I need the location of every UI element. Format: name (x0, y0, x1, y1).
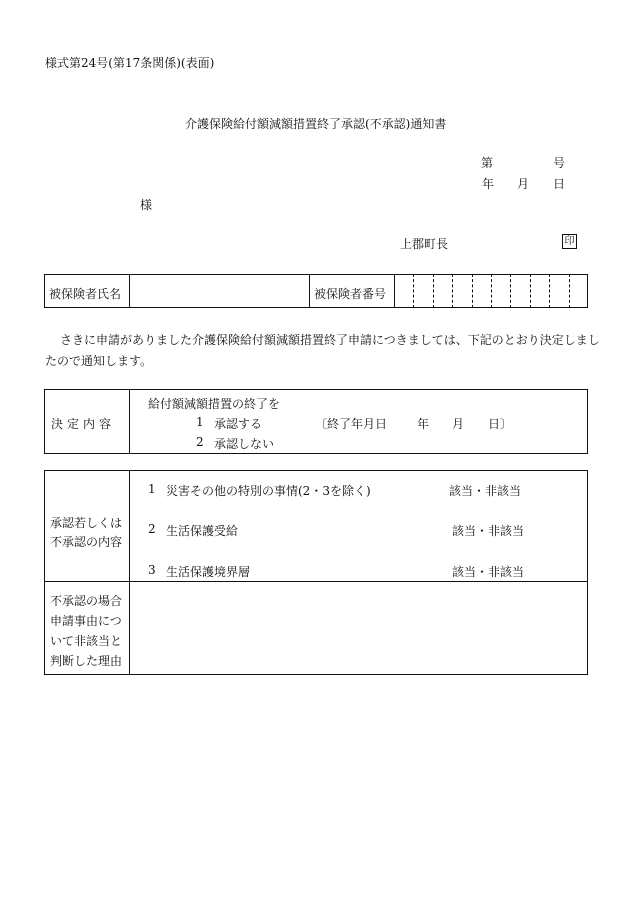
insured-name-label: 被保険者氏名 (49, 287, 122, 301)
approval-label-line-1: 承認若しくは (50, 516, 123, 530)
end-date-day: 日〕 (488, 417, 513, 431)
approval-label-line-2: 不承認の内容 (50, 535, 123, 549)
approval-item-3-status[interactable]: 該当・非該当 (452, 565, 525, 579)
reason-label-line-3: いて非該当と (50, 634, 123, 648)
number-cell-separator (491, 274, 492, 308)
decision-divider (129, 389, 130, 454)
option-1-number: 1 (196, 415, 204, 429)
date-day: 日 (553, 177, 566, 191)
intro-line-2: たので通知します。 (45, 354, 153, 368)
end-date-month: 月 (452, 417, 465, 431)
option-2-number: 2 (196, 435, 204, 449)
approval-table-row-separator (44, 581, 588, 582)
doc-number-suffix: 号 (553, 156, 566, 170)
issuer-name: 上郡町長 (400, 237, 449, 251)
number-cell-separator (569, 274, 570, 308)
reason-label-line-4: 判断した理由 (50, 654, 123, 668)
doc-number-prefix: 第 (481, 156, 494, 170)
reason-label-line-1: 不承認の場合 (50, 594, 123, 608)
number-cell-separator (530, 274, 531, 308)
approval-item-1-status[interactable]: 該当・非該当 (449, 484, 522, 498)
number-cell-separator (549, 274, 550, 308)
approval-item-1-text: 災害その他の特別の事情(2・3を除く) (166, 484, 371, 498)
intro-line-1: さきに申請がありました介護保険給付額減額措置終了申請につきましては、下記のとおり決定しまし (60, 333, 600, 347)
decision-label: 決定内容 (51, 417, 116, 431)
form-number: 様式第24号(第17条関係)(表面) (45, 56, 215, 70)
date-year: 年 (482, 177, 495, 191)
approval-item-2-status[interactable]: 該当・非該当 (452, 524, 525, 538)
approval-item-3-number: 3 (148, 563, 156, 577)
insured-name-field[interactable] (135, 285, 305, 301)
reason-label-line-2: 申請事由につ (50, 614, 122, 628)
approval-table-divider (129, 470, 130, 675)
end-date-open: 〔終了年月日 (315, 417, 388, 431)
approval-item-2-text: 生活保護受給 (166, 524, 239, 538)
end-date-year: 年 (417, 417, 430, 431)
number-cell-separator (433, 274, 434, 308)
document-title: 介護保険給付額減額措置終了承認(不承認)通知書 (185, 117, 447, 131)
addressee-sama: 様 (140, 198, 153, 212)
insured-divider-3 (394, 274, 395, 308)
approval-item-1-number: 1 (148, 482, 156, 496)
insured-divider-1 (129, 274, 130, 308)
number-cell-separator (452, 274, 453, 308)
reason-field[interactable] (140, 592, 580, 668)
seal-mark: 印 (562, 234, 577, 249)
insured-divider-2 (309, 274, 310, 308)
number-cell-separator (510, 274, 511, 308)
number-cell-separator (472, 274, 473, 308)
approval-item-2-number: 2 (148, 522, 156, 536)
date-month: 月 (517, 177, 530, 191)
number-cell-separator (413, 274, 414, 308)
insured-number-label: 被保険者番号 (314, 287, 387, 301)
option-2-reject[interactable]: 承認しない (214, 437, 275, 451)
option-1-approve[interactable]: 承認する (214, 417, 263, 431)
decision-heading: 給付額減額措置の終了を (148, 397, 281, 411)
approval-item-3-text: 生活保護境界層 (166, 565, 251, 579)
